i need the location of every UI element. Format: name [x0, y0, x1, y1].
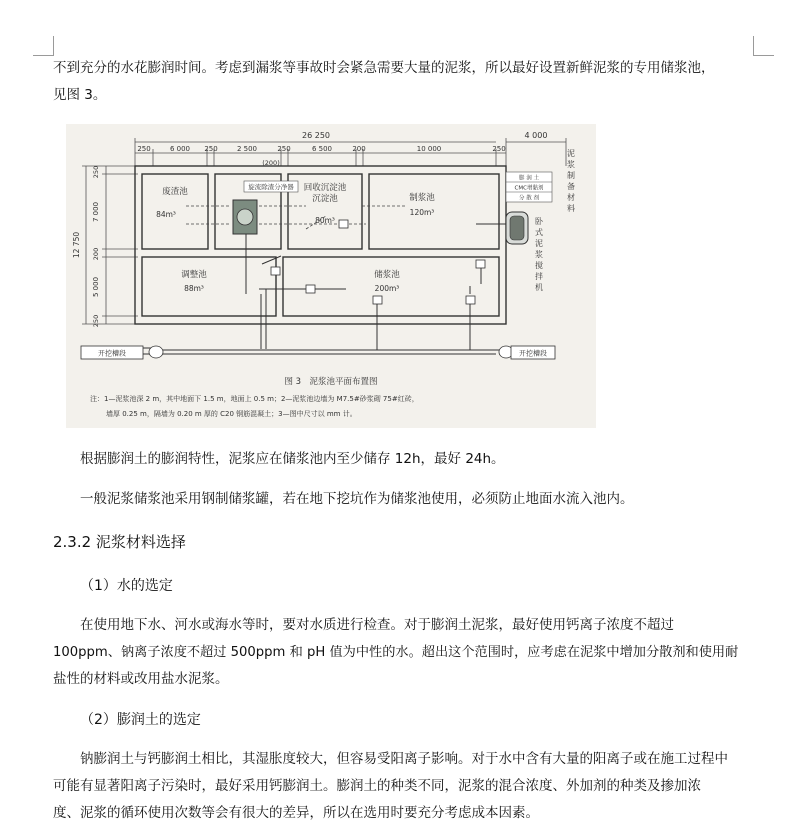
- adjust-pool-volume: 88m³: [184, 284, 204, 293]
- bentonite-heading: （2）膨润土的选定: [80, 712, 201, 728]
- dim-200-paren: (200): [262, 159, 280, 167]
- bentonite-paragraph-line-2: 可能有显著阳离子污染时，最好采用钙膨润土。膨润土的种类不同，泥浆的混合浓度、外加剂的种类及掺加浓: [53, 778, 701, 794]
- water-paragraph-line-1: 在使用地下水、河水或海水等时，要对水质进行检查。对于膨润土泥浆，最好使用钙离子浓度不超过: [80, 617, 674, 633]
- side-mixer-char: 泥: [535, 239, 543, 248]
- pump-icon: [466, 296, 475, 304]
- waste-pool-volume: 84m³: [156, 210, 176, 219]
- dim-height: 12 750: [72, 231, 81, 259]
- store-pool-volume: 200m³: [374, 284, 400, 293]
- pump-icon: [476, 260, 485, 268]
- pump-icon: [339, 220, 348, 228]
- material-item: 分 散 剂: [519, 195, 539, 202]
- dim-top: 200: [352, 145, 366, 153]
- waste-pool-label: 废渣池: [162, 187, 188, 197]
- storage-time-paragraph: 根据膨润土的膨润特性，泥浆应在储浆池内至少储存 12h，最好 24h。: [80, 451, 505, 467]
- pump-icon: [271, 267, 280, 275]
- dim-top: 6 000: [169, 145, 191, 153]
- adjust-pool-label: 调整池: [181, 270, 207, 280]
- recycle-pool-volume: 80m³: [315, 216, 335, 225]
- dim-top: 250: [137, 145, 151, 153]
- recycle-pool-label: 回收沉淀池: [303, 183, 347, 193]
- section-heading: 2.3.2 泥浆材料选择: [53, 533, 186, 551]
- mud-pool-layout-figure: [66, 124, 596, 428]
- figure-note-line-2: 墙厚 0.25 m，隔墙为 0.20 m 厚的 C20 钢筋混凝土；3—图中尺寸以 mm 计。: [106, 410, 357, 418]
- side-materials-char: 料: [567, 204, 575, 213]
- figure-caption: 图 3 泥浆池平面布置图: [284, 377, 378, 387]
- page-corner-mark-left-h: [33, 55, 54, 56]
- dim-top: 6 500: [311, 145, 333, 153]
- store-pool-label: 储浆池: [374, 270, 400, 280]
- dim-top: 250: [492, 145, 506, 153]
- water-heading: （1）水的选定: [80, 578, 173, 594]
- storage-tank-paragraph: 一般泥浆储浆池采用钢制储浆罐，若在地下挖坑作为储浆池使用，必须防止地面水流入池内。: [80, 491, 634, 507]
- side-mixer-char: 搅: [535, 261, 543, 270]
- material-item: CMC增黏剂: [514, 185, 544, 192]
- pump-icon: [373, 296, 382, 304]
- page-corner-mark-right-v: [753, 36, 754, 56]
- dim-left: 250: [92, 165, 100, 179]
- water-paragraph-line-3: 盐性的材料或改用盐水泥浆。: [53, 671, 229, 687]
- dim-top: 10 000: [416, 145, 442, 153]
- pump-icon: [306, 285, 315, 293]
- dim-total: 26 250: [302, 131, 330, 140]
- adjust-pool-box: [142, 257, 276, 316]
- figure-note-line-1: 注：1—泥浆池深 2 m，其中地面下 1.5 m，地面上 0.5 m；2—泥浆池边墙为 M7.5#砂浆砌 75#红砖，: [90, 395, 419, 403]
- dim-left: 7 000: [92, 201, 100, 223]
- trench-right-label: 开挖槽段: [519, 349, 547, 358]
- dim-left: 250: [92, 314, 100, 328]
- side-mixer-char: 拌: [535, 272, 543, 281]
- dim-left: 5 000: [92, 276, 100, 298]
- recycle-pool-sub-label: 沉淀池: [312, 194, 338, 204]
- side-materials-char: 材: [567, 193, 575, 202]
- side-materials-char: 泥: [567, 149, 575, 158]
- intro-line-2: 见图 3。: [53, 87, 107, 103]
- side-mixer-char: 式: [535, 228, 543, 237]
- dim-top: 250: [277, 145, 291, 153]
- dim-top: 2 500: [236, 145, 258, 153]
- page-corner-mark-left-v: [53, 36, 54, 56]
- side-mixer-char: 卧: [535, 217, 543, 226]
- side-mixer-char: 机: [535, 283, 543, 292]
- bentonite-paragraph-line-1: 钠膨润土与钙膨润土相比，其湿胀度较大，但容易受阳离子影响。对于水中含有大量的阳离子或在施工过程中: [80, 751, 728, 767]
- side-materials-char: 制: [567, 171, 575, 180]
- bentonite-paragraph-line-3: 度、泥浆的循环使用次数等会有很大的差异，所以在选用时要充分考虑成本因素。: [53, 805, 539, 821]
- side-materials-char: 备: [567, 182, 575, 191]
- trench-left-label: 开挖槽段: [98, 349, 126, 358]
- water-paragraph-line-2: 100ppm、钠离子浓度不超过 500ppm 和 pH 值为中性的水。超出这个范围时，应考虑在泥浆中增加分散剂和使用耐: [53, 645, 739, 660]
- side-materials-char: 浆: [567, 160, 575, 169]
- make-pool-label: 制浆池: [409, 193, 435, 203]
- dim-top: 250: [204, 145, 218, 153]
- intro-line-1: 不到充分的水花膨润时间。考虑到漏浆等事故时会紧急需要大量的泥浆，所以最好设置新鲜泥浆的专用储浆池，: [53, 60, 715, 76]
- dim-right: 4 000: [524, 131, 548, 140]
- make-pool-volume: 120m³: [409, 208, 435, 217]
- side-mixer-char: 浆: [535, 250, 543, 259]
- trench-left-icon: [149, 346, 163, 358]
- dim-left: 200: [92, 247, 100, 261]
- material-item: 膨 润 土: [519, 175, 539, 182]
- mud-pool-diagram: [66, 124, 596, 428]
- cyclone-label: 旋流除渣分净器: [248, 183, 294, 191]
